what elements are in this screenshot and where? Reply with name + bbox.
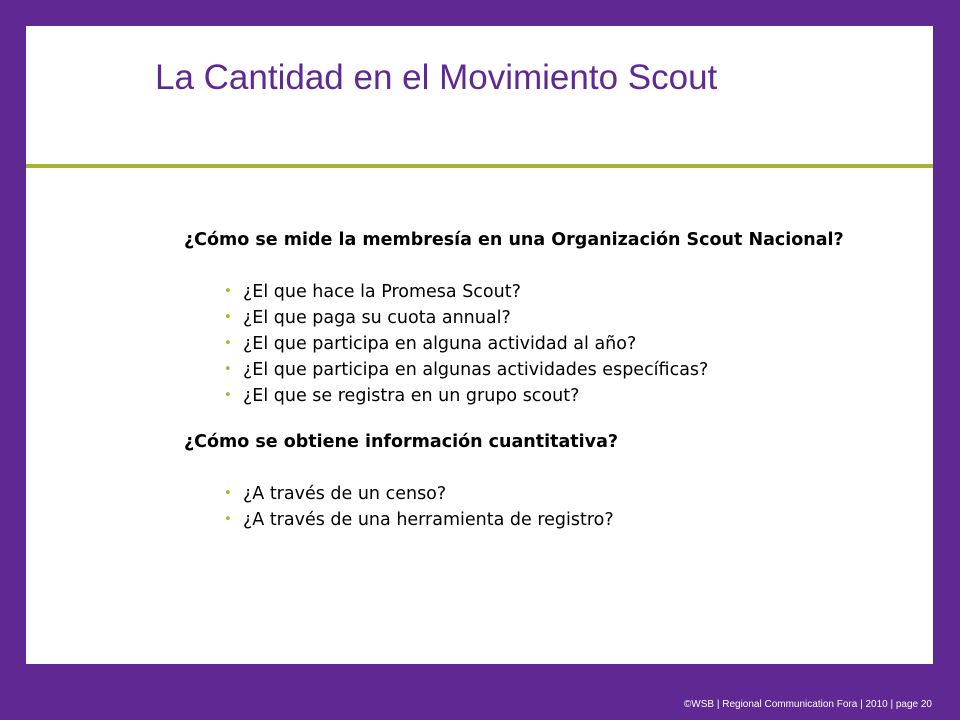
bullet-icon: • (224, 336, 232, 351)
list-item: • ¿A través de una herramienta de registro? (184, 507, 864, 533)
data-source-list (184, 481, 864, 533)
list-item: • ¿El que participa en algunas actividades específicas? (184, 357, 864, 383)
bullet-icon: • (224, 486, 232, 501)
bullet-icon: • (224, 284, 232, 299)
slide-title: La Cantidad en el Movimiento Scout (155, 58, 718, 97)
slide-content (184, 227, 864, 533)
bullet-icon: • (224, 362, 232, 377)
question-quantitative: ¿Cómo se obtiene información cuantitativa? (184, 432, 619, 452)
list-item: • ¿El que hace la Promesa Scout? (184, 279, 864, 305)
bullet-icon: • (224, 310, 232, 325)
question-membership: ¿Cómo se mide la membresía en una Organización Scout Nacional? (184, 230, 844, 250)
footer-text: ©WSB | Regional Communication Fora | 2010 | page 20 (683, 699, 932, 710)
list-item: • ¿El que se registra en un grupo scout? (184, 383, 864, 409)
bullet-icon: • (224, 388, 232, 403)
membership-criteria-list (184, 279, 864, 409)
list-item: • ¿El que participa en alguna actividad al año? (184, 331, 864, 357)
bullet-icon: • (224, 512, 232, 527)
list-item: • ¿A través de un censo? (184, 481, 864, 507)
title-divider (26, 164, 933, 168)
list-item: • ¿El que paga su cuota annual? (184, 305, 864, 331)
